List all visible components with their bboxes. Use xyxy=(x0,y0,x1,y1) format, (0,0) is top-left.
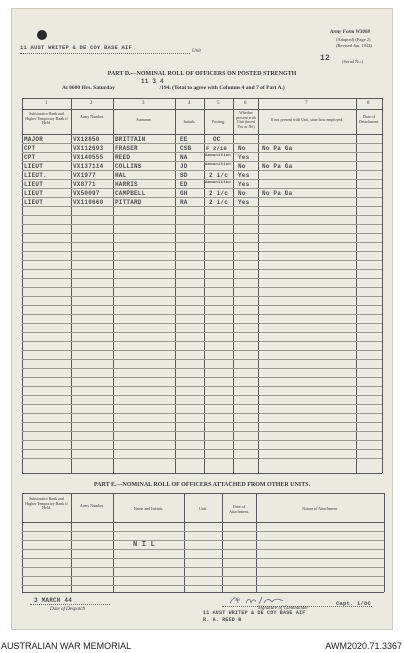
row-posting: 2 i/c xyxy=(209,199,229,206)
row-rank: LIEUT. xyxy=(24,172,47,179)
row-army-number: VX110660 xyxy=(73,199,104,206)
caption-accession-number: AWM2020.71.3367 xyxy=(325,641,402,651)
row-present: Yes xyxy=(238,199,250,206)
header-initials: Initials. xyxy=(183,119,196,124)
row-rank: CPT xyxy=(24,154,36,161)
part-d-date-typed: 11 3 4 xyxy=(141,78,164,85)
form-adapted: (Adapted) (Page 2) xyxy=(336,37,371,42)
part-e-nil: N I L xyxy=(133,541,156,549)
subtitle-prefix: At 0600 Hrs. Saturday xyxy=(62,85,115,91)
caption-bar xyxy=(0,637,404,653)
row-posting: 2 i/c xyxy=(209,190,229,197)
e-header-name: Name and Initials. xyxy=(133,506,164,511)
row-surname: COLLINS xyxy=(115,163,142,170)
row-present: Yes xyxy=(238,154,250,161)
header-army-number: Army Number. xyxy=(79,114,105,119)
header-detachment-date: Date of Detachment. xyxy=(358,114,380,124)
col-num-7: 7 xyxy=(305,101,308,106)
footer-officer-typed: R. A. REED B xyxy=(203,617,242,623)
row-employed: No Pa Ga xyxy=(262,163,293,170)
roll-row-5 xyxy=(0,172,404,181)
row-surname: FRASER xyxy=(115,145,138,152)
header-present: Whether present with Unit (insert Yes or No) xyxy=(236,110,256,129)
part-d-title: PART D.—NOMINAL ROLL OF OFFICERS ON POSTED STRENGTH xyxy=(107,71,297,77)
e-header-rank: Substantive Rank and Higher Temporary Rank if Held. xyxy=(25,496,68,510)
row-rank: LIEUT xyxy=(24,181,44,188)
row-rank: CPT xyxy=(24,145,36,152)
subtitle-suffix: (Total to agree with Columns 4 and 7 of Part A.) xyxy=(172,85,285,91)
row-initials: ED xyxy=(180,181,188,188)
e-header-attachment-date: Date of Attachment. xyxy=(229,504,249,514)
roll-row-8 xyxy=(0,199,404,208)
row-army-number: VX140555 xyxy=(73,154,104,161)
e-header-attachment-nature: Nature of Attachment. xyxy=(302,506,338,511)
row-initials: JD xyxy=(180,163,188,170)
despatch-date-label: Date of Despatch xyxy=(50,607,85,612)
header-surname: Surname. xyxy=(136,117,152,122)
commander-signature xyxy=(228,594,298,606)
unit-label: Unit xyxy=(192,49,201,54)
row-posting: 2 i/c xyxy=(209,172,229,179)
row-initials: CSB xyxy=(180,145,192,152)
row-present: No xyxy=(238,190,246,197)
form-revised: (Revised Jan. 1943) xyxy=(336,43,372,48)
header-posting: Posting. xyxy=(211,119,225,124)
unit-typed: 11 AUST WRITEP & DE COY BASE AIF xyxy=(20,44,133,51)
row-present: Yes xyxy=(238,172,250,179)
row-posting: F 2/10 xyxy=(206,145,228,152)
row-rank: MAJOR xyxy=(24,136,44,143)
row-surname: REED xyxy=(115,154,131,161)
subtitle-year: /194. xyxy=(159,85,171,91)
row-present: Yes xyxy=(238,181,250,188)
caption-institution: AUSTRALIAN WAR MEMORIAL xyxy=(1,641,132,651)
row-surname: PITTARD xyxy=(115,199,142,206)
col-num-3: 3 xyxy=(142,101,145,106)
e-header-unit: Unit. xyxy=(198,506,208,511)
roll-row-2 xyxy=(0,145,404,154)
row-army-number: VX12850 xyxy=(73,136,100,143)
col-num-8: 8 xyxy=(367,101,370,106)
row-present: No xyxy=(238,145,246,152)
col-num-4: 4 xyxy=(188,101,191,106)
row-present: No xyxy=(238,163,246,170)
row-army-number: VX137114 xyxy=(73,163,104,170)
signature-label: Signature of Commander xyxy=(258,606,309,611)
row-surname: HAL xyxy=(115,172,127,179)
roll-row-7 xyxy=(0,190,404,199)
despatch-date-typed: 3 MARCH 44 xyxy=(34,597,73,604)
row-rank: LIEUT xyxy=(24,190,44,197)
row-initials: NA xyxy=(180,154,188,161)
row-employed: No Pa Ga xyxy=(262,145,293,152)
row-rank: LIEUT xyxy=(24,199,44,206)
form-number: Army Form W3008 xyxy=(330,30,370,35)
part-d-subtitle xyxy=(62,85,285,91)
punch-hole xyxy=(37,30,47,40)
row-posting: OC xyxy=(213,136,221,143)
part-e-title: PART E.—NOMINAL ROLL OF OFFICERS ATTACHED FROM OTHER UNITS. xyxy=(93,482,311,488)
header-employed: If not present with Unit, state how employed. xyxy=(270,117,344,122)
roll-row-1 xyxy=(0,136,404,145)
serial-typed: 12 xyxy=(320,54,331,63)
footer-unit-typed: 11 AUST WRITEP & DE COY BASE AIF xyxy=(203,610,306,616)
signature-rank-typed: Capt. i/OC xyxy=(336,600,372,607)
row-surname: HARRIS xyxy=(115,181,138,188)
row-posting: Ammunition xyxy=(205,154,232,158)
row-initials: SD xyxy=(180,172,188,179)
col-num-1: 1 xyxy=(45,101,48,106)
document-page xyxy=(11,8,393,630)
row-army-number: VX1977 xyxy=(73,172,96,179)
col-num-6: 6 xyxy=(244,101,247,106)
row-initials: GH xyxy=(180,190,188,197)
col-num-5: 5 xyxy=(217,101,220,106)
e-header-army-number: Army Number. xyxy=(79,503,105,508)
row-army-number: VX112693 xyxy=(73,145,104,152)
row-surname: BRITTAIN xyxy=(115,136,146,143)
header-rank: Substantive Rank and Higher Temporary Rank if Held. xyxy=(25,111,68,125)
row-posting: Ammunition xyxy=(205,181,232,185)
col-num-2: 2 xyxy=(90,101,93,106)
roll-row-6 xyxy=(0,181,404,190)
row-surname: CAMPBELL xyxy=(115,190,146,197)
row-posting: Ammunition xyxy=(205,163,232,167)
row-initials: RA xyxy=(180,199,188,206)
roll-row-4 xyxy=(0,163,404,172)
roll-row-3 xyxy=(0,154,404,163)
row-rank: LIEUT xyxy=(24,163,44,170)
row-army-number: VX8771 xyxy=(73,181,96,188)
serial-label: (Serial No.) xyxy=(342,59,364,64)
row-army-number: VX50097 xyxy=(73,190,100,197)
row-initials: EE xyxy=(180,136,188,143)
row-employed: No Pa Ga xyxy=(262,190,293,197)
